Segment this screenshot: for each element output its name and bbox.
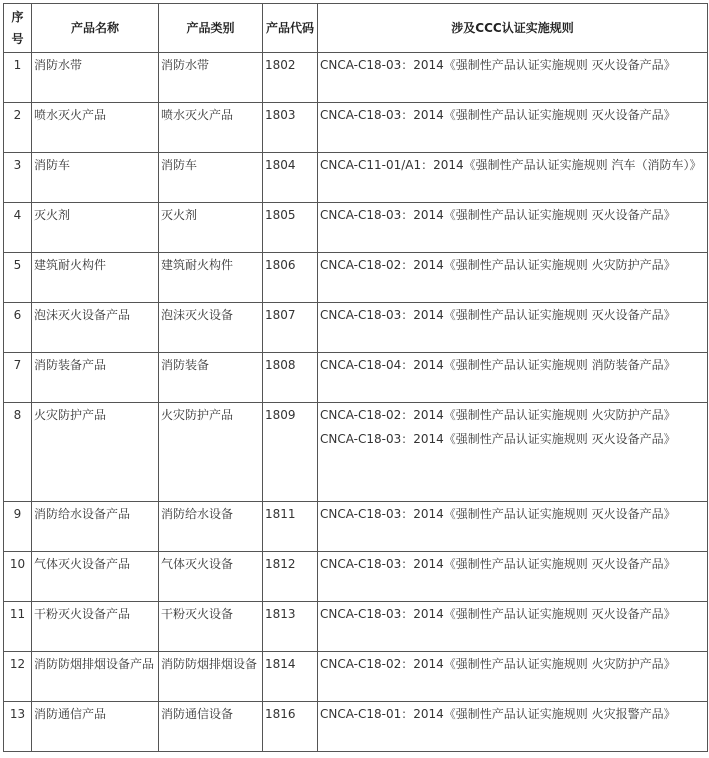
- table-row: [4, 602, 708, 652]
- table-row: [4, 403, 708, 502]
- rule-text: CNCA-C18-03：2014《强制性产品认证实施规则 灭火设备产品》: [320, 58, 676, 72]
- header-product-name: 产品名称: [32, 4, 159, 53]
- cell-product-category: 消防防烟排烟设备: [159, 652, 263, 702]
- cell-no: 8: [4, 403, 32, 502]
- cell-product-code: 1816: [263, 702, 318, 752]
- rule-text: CNCA-C18-03：2014《强制性产品认证实施规则 灭火设备产品》: [320, 208, 676, 222]
- cell-product-code: 1803: [263, 103, 318, 153]
- cell-product-category: 干粉灭火设备: [159, 602, 263, 652]
- cell-product-name: 泡沫灭火设备产品: [32, 303, 159, 353]
- cell-product-category: 消防给水设备: [159, 502, 263, 552]
- cell-product-category: 消防装备: [159, 353, 263, 403]
- header-product-code: 产品代码: [263, 4, 318, 53]
- cell-product-code: 1811: [263, 502, 318, 552]
- cell-product-name: 消防装备产品: [32, 353, 159, 403]
- cell-product-code: 1804: [263, 153, 318, 203]
- rule-text: CNCA-C18-03：2014《强制性产品认证实施规则 灭火设备产品》: [320, 308, 676, 322]
- cell-no: 7: [4, 353, 32, 403]
- cell-product-code: 1813: [263, 602, 318, 652]
- cell-ccc-rules: [318, 403, 708, 502]
- cell-ccc-rules: [318, 103, 708, 153]
- cell-no: 12: [4, 652, 32, 702]
- table-row: [4, 103, 708, 153]
- table-row: [4, 53, 708, 103]
- table-header: [4, 4, 708, 53]
- cell-product-category: 泡沫灭火设备: [159, 303, 263, 353]
- cell-ccc-rules: [318, 652, 708, 702]
- table-row: [4, 502, 708, 552]
- cell-product-category: 喷水灭火产品: [159, 103, 263, 153]
- cell-product-code: 1808: [263, 353, 318, 403]
- cell-ccc-rules: [318, 53, 708, 103]
- rule-text: CNCA-C18-03：2014《强制性产品认证实施规则 灭火设备产品》: [320, 108, 676, 122]
- cell-no: 1: [4, 53, 32, 103]
- cell-product-code: 1809: [263, 403, 318, 502]
- table-row: [4, 303, 708, 353]
- cell-no: 2: [4, 103, 32, 153]
- cell-product-code: 1806: [263, 253, 318, 303]
- cell-product-name: 灭火剂: [32, 203, 159, 253]
- table-body: [4, 53, 708, 752]
- cell-product-code: 1802: [263, 53, 318, 103]
- cell-ccc-rules: [318, 702, 708, 752]
- table-row: [4, 702, 708, 752]
- cell-product-category: 灭火剂: [159, 203, 263, 253]
- header-product-category: 产品类别: [159, 4, 263, 53]
- cell-ccc-rules: [318, 203, 708, 253]
- cell-product-name: 气体灭火设备产品: [32, 552, 159, 602]
- cell-product-name: 消防通信产品: [32, 702, 159, 752]
- cell-product-name: 消防水带: [32, 53, 159, 103]
- table-row: [4, 153, 708, 203]
- table-row: [4, 552, 708, 602]
- rule-text: CNCA-C18-03：2014《强制性产品认证实施规则 灭火设备产品》: [320, 507, 676, 521]
- table-row: [4, 652, 708, 702]
- cell-no: 6: [4, 303, 32, 353]
- rule-text: CNCA-C18-03：2014《强制性产品认证实施规则 灭火设备产品》: [320, 607, 676, 621]
- cell-product-name: 消防防烟排烟设备产品: [32, 652, 159, 702]
- cell-ccc-rules: [318, 502, 708, 552]
- cell-no: 11: [4, 602, 32, 652]
- cell-no: 13: [4, 702, 32, 752]
- cell-ccc-rules: [318, 552, 708, 602]
- cell-product-category: 建筑耐火构件: [159, 253, 263, 303]
- rule-text: CNCA-C18-01：2014《强制性产品认证实施规则 火灾报警产品》: [320, 707, 676, 721]
- table-row: [4, 253, 708, 303]
- cell-product-category: 火灾防护产品: [159, 403, 263, 502]
- rule-text: CNCA-C18-03：2014《强制性产品认证实施规则 灭火设备产品》: [320, 432, 676, 446]
- cell-no: 3: [4, 153, 32, 203]
- header-row: [4, 4, 708, 53]
- cell-ccc-rules: [318, 602, 708, 652]
- ccc-table-container: [3, 3, 708, 752]
- cell-product-name: 喷水灭火产品: [32, 103, 159, 153]
- cell-no: 9: [4, 502, 32, 552]
- cell-product-category: 气体灭火设备: [159, 552, 263, 602]
- table-row: [4, 203, 708, 253]
- rule-text: CNCA-C11-01/A1：2014《强制性产品认证实施规则 汽车（消防车）》: [320, 158, 702, 172]
- cell-product-name: 干粉灭火设备产品: [32, 602, 159, 652]
- cell-product-name: 消防车: [32, 153, 159, 203]
- cell-product-code: 1814: [263, 652, 318, 702]
- cell-no: 5: [4, 253, 32, 303]
- cell-ccc-rules: [318, 253, 708, 303]
- ccc-product-table: [3, 3, 708, 752]
- rule-text: CNCA-C18-02：2014《强制性产品认证实施规则 火灾防护产品》: [320, 408, 676, 422]
- header-ccc-rules: 涉及CCC认证实施规则: [318, 4, 708, 53]
- cell-product-category: 消防水带: [159, 53, 263, 103]
- cell-product-category: 消防车: [159, 153, 263, 203]
- cell-product-code: 1812: [263, 552, 318, 602]
- cell-product-name: 建筑耐火构件: [32, 253, 159, 303]
- cell-product-name: 消防给水设备产品: [32, 502, 159, 552]
- cell-ccc-rules: [318, 153, 708, 203]
- cell-product-name: 火灾防护产品: [32, 403, 159, 502]
- cell-no: 4: [4, 203, 32, 253]
- rule-text: CNCA-C18-04：2014《强制性产品认证实施规则 消防装备产品》: [320, 358, 676, 372]
- rule-text: CNCA-C18-02：2014《强制性产品认证实施规则 火灾防护产品》: [320, 258, 676, 272]
- cell-product-code: 1807: [263, 303, 318, 353]
- rule-text: CNCA-C18-03：2014《强制性产品认证实施规则 灭火设备产品》: [320, 557, 676, 571]
- cell-product-category: 消防通信设备: [159, 702, 263, 752]
- rule-text: CNCA-C18-02：2014《强制性产品认证实施规则 火灾防护产品》: [320, 657, 676, 671]
- table-row: [4, 353, 708, 403]
- cell-ccc-rules: [318, 353, 708, 403]
- header-no: 序号: [4, 4, 32, 53]
- cell-ccc-rules: [318, 303, 708, 353]
- cell-no: 10: [4, 552, 32, 602]
- cell-product-code: 1805: [263, 203, 318, 253]
